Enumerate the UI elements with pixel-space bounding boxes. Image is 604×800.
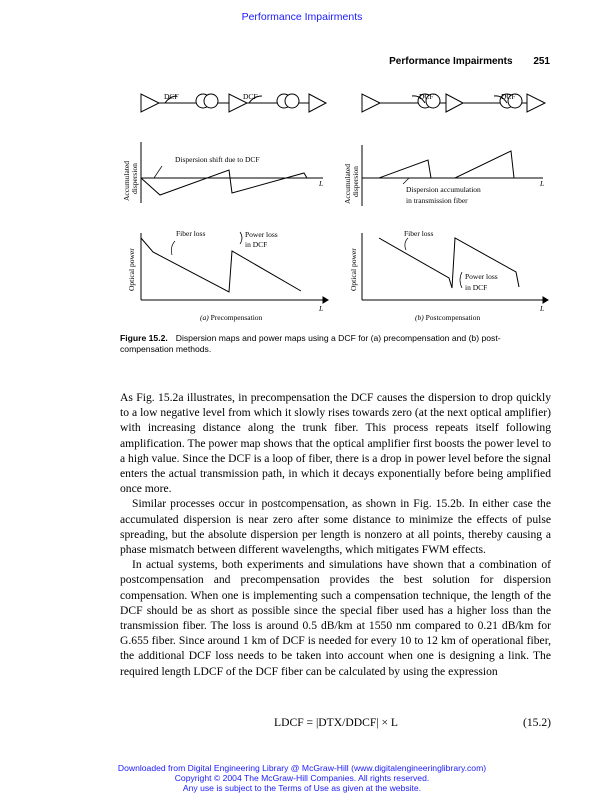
dcf-label: DCF	[164, 92, 179, 101]
subfigure-b-text: Postcompensation	[425, 313, 481, 322]
dcf-label: DCF	[501, 92, 516, 101]
body-text	[120, 390, 551, 679]
source-banner[interactable]: Performance Impairments	[241, 11, 363, 23]
figure-caption	[120, 333, 554, 354]
equation-15-2	[120, 716, 551, 732]
paragraph: In actual systems, both experiments and simulations have shown that a combination of postcompensation and precompensation provides the best solution for dispersion compensation. When one is implementing such a compensation technique, the length of the DCF should be as short as possible since the special fiber used has a higher loss than the transmission fiber. The loss is around 0.5 dB/km at 1550 nm compared to 0.21 dB/km for G.655 fiber. Since around 1 km of DCF is needed for every 10 to 12 km of operational fiber, the additional DCF loss needs to be taken into account when one is designing a link. The required length LDCF of the DCF fiber can be calculated by using the expression	[120, 558, 551, 678]
subfigure-b-caption	[415, 313, 480, 322]
power-loss-label-2: in DCF	[465, 283, 488, 292]
y-axis-dispersion-label-2: dispersion	[130, 163, 139, 194]
axis-L-label: L	[319, 304, 324, 313]
power-map-a	[127, 229, 328, 313]
y-axis-power-label: Optical power	[349, 248, 358, 291]
subfigure-a-caption	[200, 313, 263, 322]
y-axis-dispersion-label-1: Accumulated	[122, 161, 131, 201]
power-loss-label-1: Power loss	[465, 272, 498, 281]
axis-L-label: L	[540, 304, 545, 313]
power-map-b	[349, 229, 548, 313]
power-loss-label-2: in DCF	[245, 240, 268, 249]
subfigure-a-text: Precompensation	[210, 313, 263, 322]
link-diagram-b	[362, 92, 545, 112]
footer-line-copyright: Copyright © 2004 The McGraw-Hill Companies. All rights reserved.	[174, 773, 430, 783]
y-axis-dispersion-label-1: Accumulated	[343, 164, 352, 204]
axis-L-label: L	[319, 179, 324, 188]
running-head-title: Performance Impairments	[389, 56, 513, 67]
dispersion-map-b	[343, 145, 544, 206]
figure-caption-text: Dispersion maps and power maps using a DCF for (a) precompensation and (b) post-compensation methods.	[120, 333, 501, 354]
y-axis-dispersion-label-2: dispersion	[351, 166, 360, 197]
footer-line-terms[interactable]: Any use is subject to the Terms of Use as given at the website.	[182, 783, 422, 793]
paragraph: As Fig. 15.2a illustrates, in precompensation the DCF causes the dispersion to drop quickly to a low negative level from which it slowly rises towards zero (at the next optical amplifier) with increasing distance along the trunk fiber. This process repeats itself following amplification. The power map shows that the optical amplifier first boosts the power level to a high value. Since the DCF is a loop of fiber, there is a drop in power level before the signal enters the actual transmission path, in which it decays exponentially before being amplified once more.	[120, 391, 551, 496]
equation-expression: LDCF = |DTX/DDCF| × L	[274, 716, 399, 729]
page-number: 251	[533, 56, 550, 67]
equation-number: (15.2)	[522, 716, 551, 729]
copyright-footer	[0, 763, 604, 793]
paragraph: Similar processes occur in postcompensation, as shown in Fig. 15.2b. In either case the accumulated dispersion is near zero after some distance to minimize the effects of pulse spreading, but the absolute dispersion per length is nonzero at all points, thereby causing a phase mismatch between different wavelengths, which mitigates FWM effects.	[120, 497, 551, 557]
axis-L-label: L	[540, 179, 545, 188]
dispersion-accumulation-label-1: Dispersion accumulation	[406, 185, 481, 194]
dispersion-accumulation-label-2: in transmission fiber	[406, 196, 468, 205]
dcf-label: DCF	[243, 92, 258, 101]
fiber-loss-label: Fiber loss	[176, 229, 206, 238]
power-loss-label-1: Power loss	[245, 230, 278, 239]
link-diagram-a	[141, 92, 326, 112]
footer-line-download[interactable]: Downloaded from Digital Engineering Library @ McGraw-Hill (www.digitalengineeringlibrary.com)	[117, 763, 487, 773]
fiber-loss-label: Fiber loss	[404, 229, 434, 238]
figure-caption-label: Figure 15.2.	[120, 333, 168, 343]
dcf-label: DCF	[419, 92, 434, 101]
subfigure-a-tag: (a)	[200, 313, 209, 322]
subfigure-b-tag: (b)	[415, 313, 424, 322]
figure-15-2	[0, 0, 604, 330]
dispersion-shift-label: Dispersion shift due to DCF	[175, 155, 260, 164]
y-axis-power-label: Optical power	[127, 248, 136, 291]
dispersion-map-a	[122, 142, 323, 203]
